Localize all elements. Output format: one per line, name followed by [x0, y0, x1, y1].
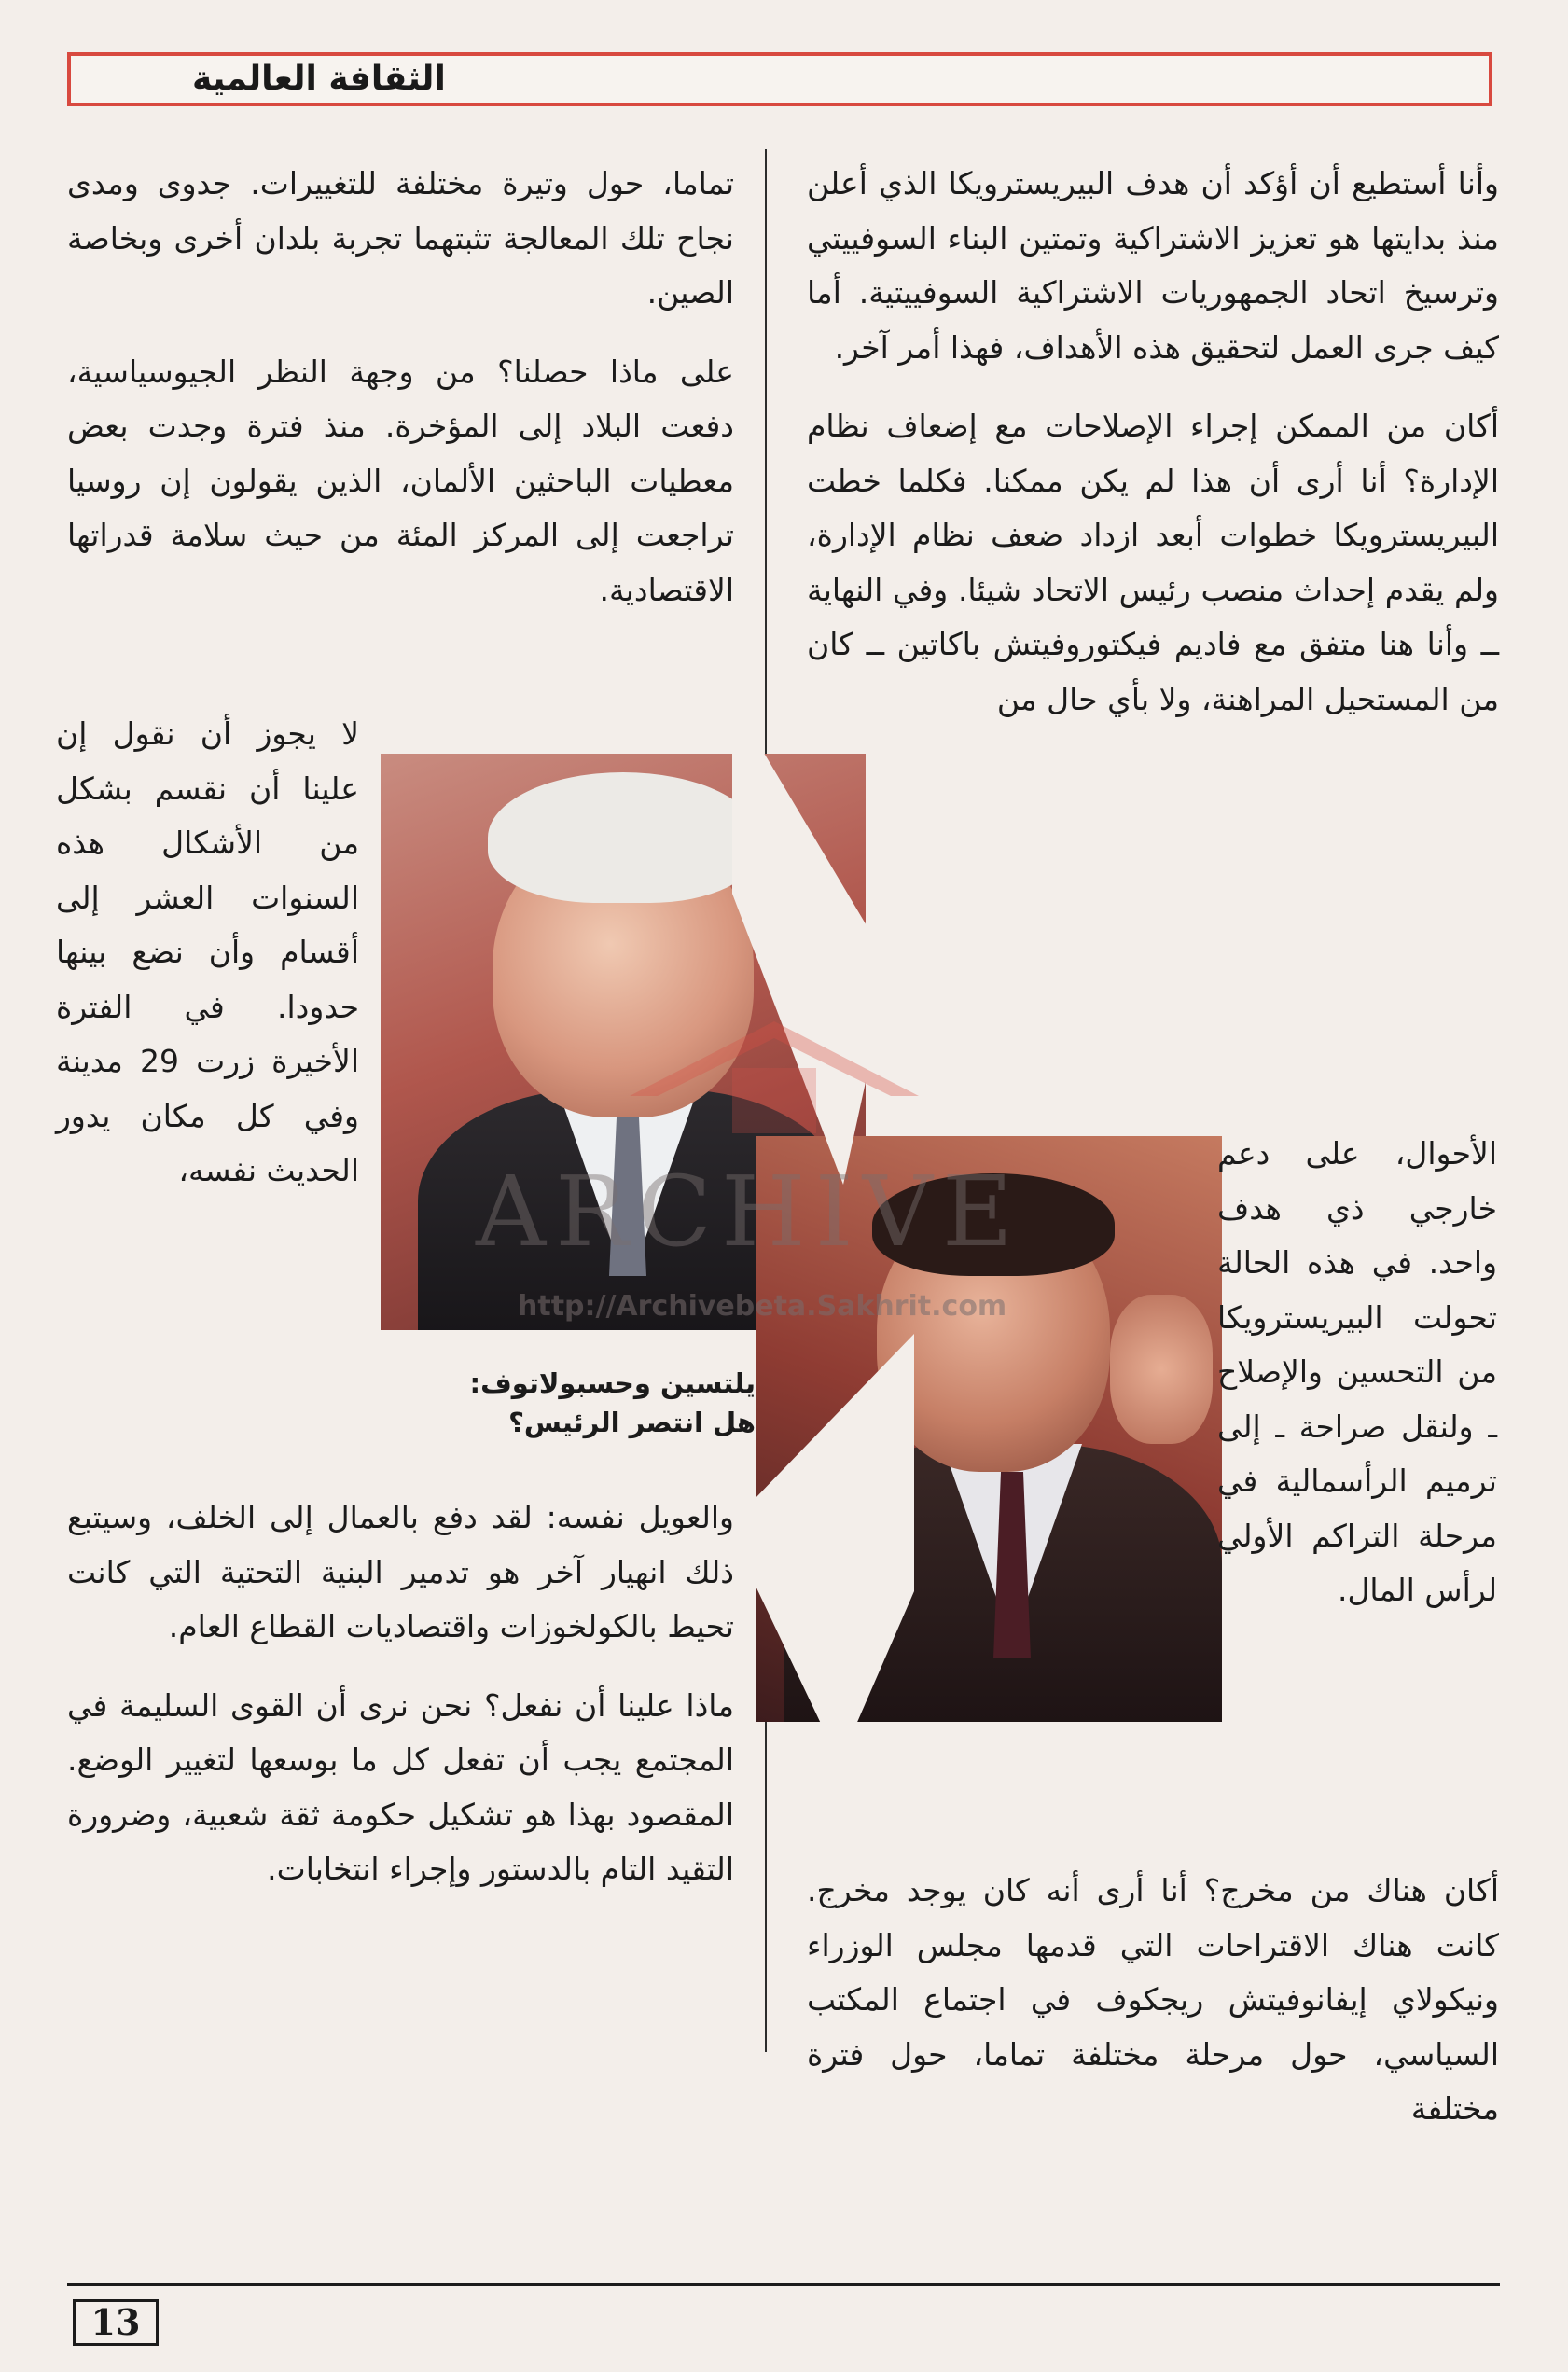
caption-line: هل انتصر الرئيس؟ — [508, 1407, 756, 1438]
caption-line: يلتسين وحسبولاتوف: — [469, 1367, 756, 1399]
paragraph: لا يجوز أن نقول إن علينا أن نقسم بشكل من الأشكال هذه السنوات العشر إلى أقسام وأن نضع بينها حدودا. في الفترة الأخيرة زرت 29 مدينة وفي كل مكان يدور الحديث نفسه، — [56, 715, 360, 1188]
paragraph: تماما، حول وتيرة مختلفة للتغييرات. جدوى ومدى نجاح تلك المعالجة تثبتهما تجربة بلدان أخرى وبخاصة الصين. — [67, 165, 734, 311]
left-narrow-column — [56, 707, 359, 1199]
left-column-bottom — [67, 1491, 734, 1897]
page-number: 13 — [73, 2299, 159, 2346]
paragraph: على ماذا حصلنا؟ من وجهة النظر الجيوسياسية، دفعت البلاد إلى المؤخرة. منذ فترة وجدت بعض معطيات الباحثين الألمان، الذين يقولون إن روسيا تراجعت إلى المركز المئة من حيث سلامة قدراتها الاقتصادية. — [67, 353, 734, 608]
archive-logo-icon — [620, 1012, 928, 1143]
paragraph: ماذا علينا أن نفعل؟ نحن نرى أن القوى السليمة في المجتمع يجب أن تفعل كل ما بوسعها لتغيير الوضع. المقصود بهذا هو تشكيل حكومة ثقة شعبية، وضرورة التقيد التام بالدستور وإجراء انتخابات. — [67, 1686, 734, 1887]
paragraph: الأحوال، على دعم خارجي ذي هدف واحد. في هذه الحالة تحولت البيريسترويكا من التحسين والإصلاح ـ ولنقل صراحة ـ إلى ترميم الرأسمالية في مرحلة التراكم الأولي لرأس المال. — [1217, 1135, 1497, 1608]
photo-caption — [392, 1364, 756, 1442]
section-title: الثقافة العالمية — [192, 60, 446, 98]
hair-shape — [488, 772, 758, 903]
archive-watermark: ARCHIVE — [476, 1155, 1022, 1269]
paragraph: أكان من الممكن إجراء الإصلاحات مع إضعاف نظام الإدارة؟ أنا أرى أن هذا لم يكن ممكنا. فكلما خطت البيريسترويكا خطوات أبعد ازداد ضعف نظام الإدارة، ولم يقدم إحداث منصب رئيس الاتحاد شيئا. وفي النهاية ــ وأنا هنا متفق مع فاديم فيكتوروفيتش باكاتين ــ كان من المستحيل المراهنة، ولا بأي حال من — [807, 408, 1499, 717]
footer-rule — [67, 2283, 1500, 2286]
left-column — [67, 157, 734, 617]
paragraph: وأنا أستطيع أن أؤكد أن هدف البيريسترويكا الذي أعلن منذ بدايتها هو تعزيز الاشتراكية وتمتين البناء السوفييتي وترسيخ اتحاد الجمهوريات الاشتراكية السوفييتية. أما كيف جرى العمل لتحقيق هذه الأهداف، فهذا أمر آخر. — [807, 165, 1499, 366]
section-header — [67, 52, 1492, 106]
right-narrow-column — [1217, 1127, 1497, 1618]
right-column — [807, 157, 1499, 727]
hand-shape — [1110, 1295, 1213, 1444]
paragraph: أكان هناك من مخرج؟ أنا أرى أنه كان يوجد مخرج. كانت هناك الاقتراحات التي قدمها مجلس الوزراء ونيكولاي إيفانوفيتش ريجكوف في اجتماع المكتب السياسي، حول مرحلة مختلفة تماما، حول فترة مختلفة — [807, 1872, 1499, 2127]
archive-watermark-url: http://Archivebeta.Sakhrit.com — [518, 1290, 1007, 1323]
paragraph: والعويل نفسه: لقد دفع بالعمال إلى الخلف، وسيتبع ذلك انهيار آخر هو تدمير البنية التحتية التي كانت تحيط بالكولخوزات واقتصاديات القطاع العام. — [67, 1499, 734, 1644]
right-column-bottom — [807, 1864, 1499, 2137]
